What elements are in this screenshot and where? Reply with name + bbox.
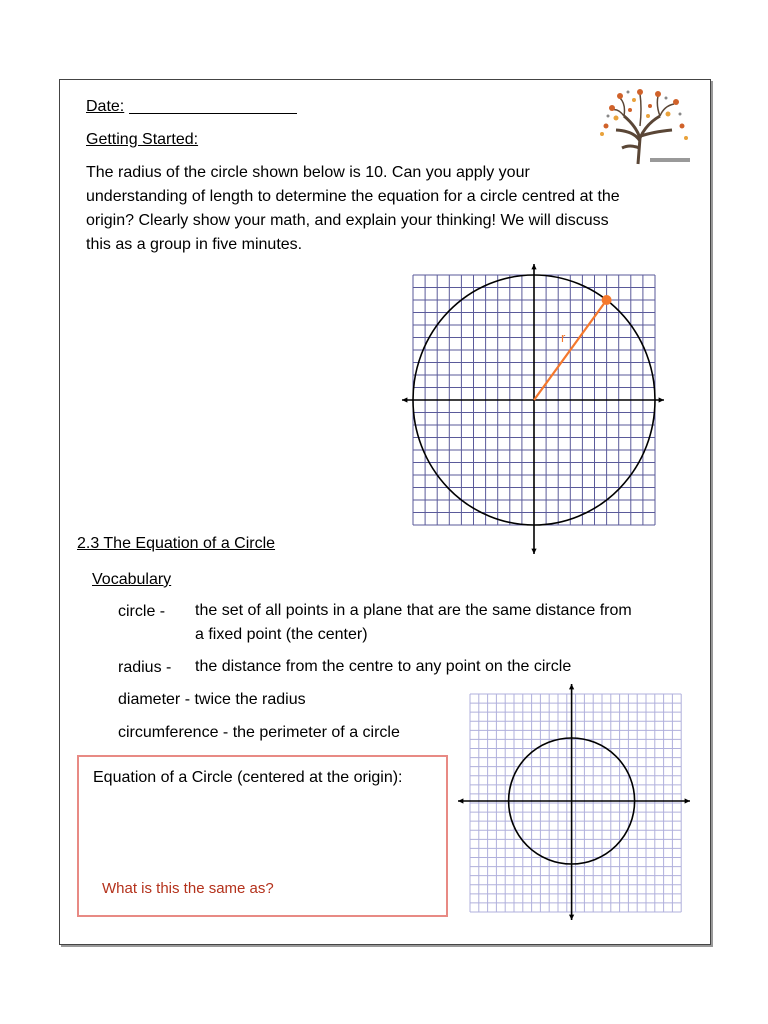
date-label: Date: [86,98,125,115]
y-axis-tail [531,264,536,269]
radius-label: r [561,330,566,345]
x-axis-tail [402,397,407,402]
y-axis-head [569,915,574,920]
date-blank-line [129,113,297,114]
equation-box-title: Equation of a Circle (centered at the origin): [93,769,403,786]
vocabulary-heading: Vocabulary [92,571,172,588]
y-axis-tail [569,684,574,689]
term-diameter: diameter - twice the radius [118,691,306,708]
def-circle-line2: a fixed point (the center) [195,626,368,643]
x-axis-head [659,397,664,402]
getting-started-heading: Getting Started: [86,131,199,148]
intro-line: The radius of the circle shown below is 10. Can you apply your [86,164,530,181]
coordinate-grid-bottom [456,682,696,922]
intro-line: understanding of length to determine the equation for a circle centred at the [86,188,620,205]
intro-paragraph [86,161,686,257]
section-title: 2.3 The Equation of a Circle [77,535,276,552]
x-axis-tail [458,798,463,803]
def-radius: the distance from the centre to any point on the circle [195,658,572,675]
intro-line: this as a group in five minutes. [86,236,303,253]
y-axis-head [531,549,536,554]
intro-line: origin? Clearly show your math, and explain your thinking! We will discuss [86,212,609,229]
term-circumference: circumference - the perimeter of a circle [118,724,400,741]
equation-box-question: What is this the same as? [102,880,274,897]
tree-icon [594,86,694,166]
def-circle-line1: the set of all points in a plane that are the same distance from [195,602,632,619]
term-radius: radius - [118,659,172,676]
radius-point [602,295,612,305]
equation-box [77,755,448,917]
coordinate-grid-top [400,262,670,562]
x-axis-head [685,798,690,803]
term-circle: circle - [118,603,166,620]
